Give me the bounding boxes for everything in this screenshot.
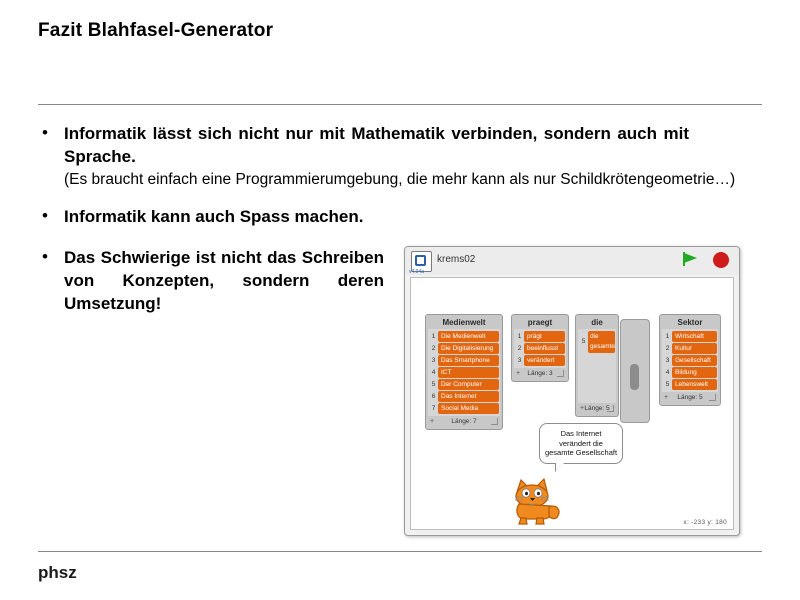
list-title: praegt [527, 318, 553, 327]
resize-grip-icon [557, 370, 564, 377]
add-item-icon: + [580, 405, 585, 412]
bullet-dot-icon: • [42, 123, 48, 142]
add-item-icon: + [430, 418, 435, 425]
stop-icon [713, 252, 729, 268]
list-length-label: Länge: 3 [527, 370, 553, 377]
list-cell: verändert [524, 355, 565, 366]
list-row [429, 391, 499, 402]
divider-top [38, 104, 762, 105]
scratch-screenshot [404, 246, 740, 536]
list-row [515, 343, 565, 354]
list-cell: Kultur [672, 343, 717, 354]
scratch-stage [410, 277, 734, 530]
list-footer [578, 403, 616, 414]
list-index: 4 [431, 369, 436, 376]
list-watcher-medienwelt [425, 314, 503, 430]
list-index: 3 [517, 357, 522, 364]
list-row [429, 343, 499, 354]
list-length-label: Länge: 5 [677, 394, 703, 401]
list-index: 6 [431, 393, 436, 400]
list-body [428, 329, 500, 416]
list-index: 1 [431, 333, 436, 340]
bullet-text: Informatik lässt sich nicht nur mit Mathematik verbinden, sondern auch mit Sprache. [64, 124, 689, 166]
list-cell: Gesellschaft [672, 355, 717, 366]
list-cell: Der Computer [438, 379, 499, 390]
list-cell: Lebenswelt [672, 379, 717, 390]
bullet-subtext: (Es braucht einfach eine Programmierumgebung, die mehr kann als nur Schildkrötengeometrie…) [64, 171, 736, 188]
list-index: 2 [665, 345, 670, 352]
list-index: 7 [431, 405, 436, 412]
list-footer [514, 368, 566, 379]
list-row [663, 343, 717, 354]
page-title: Fazit Blahfasel-Generator [38, 20, 274, 41]
resize-grip-icon [607, 405, 614, 412]
bullet-dot-icon: • [42, 247, 48, 266]
list-row [579, 331, 615, 353]
list-cell: Die Digitalisierung [438, 343, 499, 354]
list-watcher-praegt [511, 314, 569, 382]
bullet-dot-icon: • [42, 206, 48, 225]
list-footer [662, 392, 718, 403]
scratch-cat-sprite [509, 474, 563, 526]
list-index: 1 [517, 333, 522, 340]
list-index: 3 [431, 357, 436, 364]
list-index: 5 [581, 338, 586, 345]
resize-grip-icon [709, 394, 716, 401]
list-watcher-sektor [659, 314, 721, 406]
stage-coordinates: x: -233 y: 180 [683, 519, 727, 526]
list-row [515, 331, 565, 342]
list-index: 1 [665, 333, 670, 340]
list-row [663, 367, 717, 378]
list-row [429, 331, 499, 342]
resize-grip-icon [491, 418, 498, 425]
list-cell: die gesamte [588, 331, 615, 353]
list-cell: ICT [438, 367, 499, 378]
divider-bottom [38, 551, 762, 552]
list-index: 3 [665, 357, 670, 364]
list-row [429, 355, 499, 366]
list-item [38, 122, 743, 191]
list-title: Sektor [677, 318, 703, 327]
list-index: 2 [431, 345, 436, 352]
bullet-text: Informatik kann auch Spass machen. [64, 207, 364, 226]
bullet-text: Das Schwierige ist nicht das Schreiben von Konzepten, sondern deren Umsetzung! [64, 248, 384, 313]
list-footer [428, 416, 500, 427]
list-cell: Das Internet [438, 391, 499, 402]
list-length-label: Länge: 7 [451, 418, 477, 425]
list-cell: beeinflusst [524, 343, 565, 354]
list-length-label: Länge: 5 [584, 405, 610, 412]
list-scrollbar[interactable] [620, 319, 650, 423]
list-row [515, 355, 565, 366]
speech-bubble: Das Internet verändert die gesamte Gesellschaft [539, 423, 623, 464]
project-name-label: krems02 [437, 254, 476, 265]
list-index: 5 [431, 381, 436, 388]
list-row [663, 331, 717, 342]
list-cell: Die Medienwelt [438, 331, 499, 342]
list-row [429, 403, 499, 414]
scratch-toolbar [405, 247, 739, 275]
list-row [429, 367, 499, 378]
footer-logo: phsz [38, 563, 77, 582]
add-item-icon: + [664, 394, 669, 401]
list-body [514, 329, 566, 368]
list-index: 4 [665, 369, 670, 376]
list-row [429, 379, 499, 390]
list-title: Medienwelt [442, 318, 486, 327]
list-cell: Wirtschaft [672, 331, 717, 342]
add-item-icon: + [516, 370, 521, 377]
list-index: 2 [517, 345, 522, 352]
green-flag-icon [684, 253, 697, 263]
list-body [662, 329, 718, 392]
list-row [663, 379, 717, 390]
list-cell: Bildung [672, 367, 717, 378]
list-title: die [591, 318, 603, 327]
list-cell: prägt [524, 331, 565, 342]
list-cell: Das Smartphone [438, 355, 499, 366]
scrollbar-thumb[interactable] [630, 364, 639, 390]
list-watcher-die [575, 314, 619, 417]
list-cell: Social Media [438, 403, 499, 414]
list-item [38, 205, 743, 228]
list-body [578, 329, 616, 403]
list-index: 5 [665, 381, 670, 388]
version-label: v4.04a [409, 269, 425, 275]
list-row [663, 355, 717, 366]
